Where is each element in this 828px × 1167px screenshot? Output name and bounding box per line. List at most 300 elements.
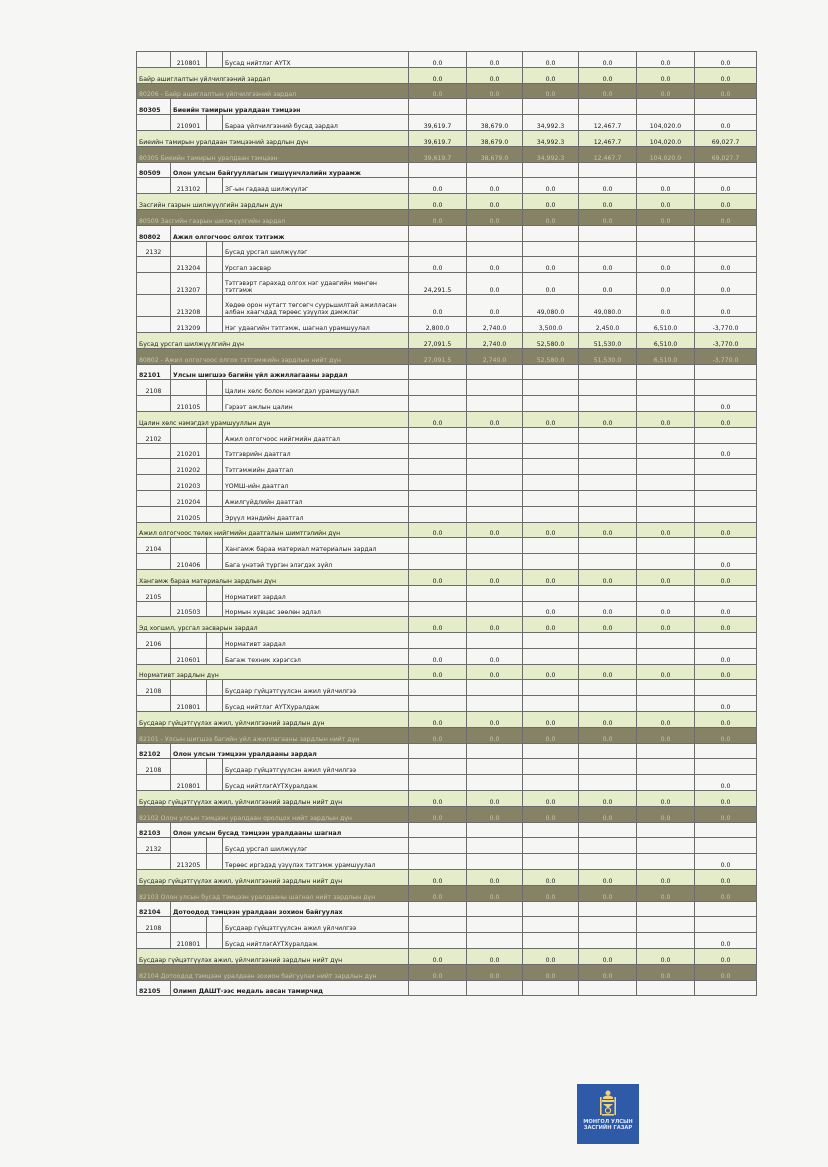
code-item: 210202 [171,459,207,475]
value-cell [637,427,695,443]
value-cell [409,396,467,412]
value-cell: 0.0 [637,209,695,225]
value-cell: 0.0 [523,209,579,225]
value-cell [467,980,523,996]
value-cell [523,854,579,870]
value-cell [579,633,637,649]
table-row [137,838,757,854]
value-cell [409,225,467,241]
code-group: 2102 [137,427,171,443]
code-extra [207,475,223,491]
code-group [137,854,171,870]
value-cell: 0.0 [467,964,523,980]
value-cell: 0.0 [579,885,637,901]
value-cell [637,554,695,570]
value-cell: 0.0 [523,273,579,295]
value-cell: 104,020.0 [637,115,695,131]
code-extra [207,696,223,712]
value-cell: 0.0 [409,178,467,194]
value-cell [523,933,579,949]
table-row [137,194,757,210]
value-cell [523,680,579,696]
value-cell [695,241,757,257]
total-label: 80509 Засгийн газрын шилжүүлгийн зардал [137,209,409,225]
item-label: Бусдаар гүйцэтгүүлсэн ажил үйлчилгээ [223,680,409,696]
value-cell [409,427,467,443]
value-cell [523,475,579,491]
subtotal-label: Биеийн тамирын уралдаан тэмцээний зардлын дүн [137,130,409,146]
value-cell [579,822,637,838]
value-cell: 0.0 [409,617,467,633]
value-cell [467,554,523,570]
value-cell [637,980,695,996]
table-row [137,130,757,146]
value-cell [523,917,579,933]
total-label: 80305 Биеийн тамирын уралдаан тэмцээн [137,146,409,162]
value-cell: 0.0 [523,964,579,980]
code-item [171,538,207,554]
value-cell: 0.0 [523,569,579,585]
value-cell [467,490,523,506]
table-row [137,569,757,585]
code-group [137,601,171,617]
table-row [137,743,757,759]
budget-table [136,51,757,996]
code-extra [207,115,223,131]
value-cell: 0.0 [467,522,523,538]
item-label: Цалин хөлс болон нэмэгдэл урамшуулал [223,380,409,396]
value-cell [467,225,523,241]
value-cell: 6,510.0 [637,317,695,333]
value-cell [409,99,467,115]
code-group: 2105 [137,585,171,601]
value-cell: 0.0 [695,194,757,210]
value-cell [409,980,467,996]
value-cell: 0.0 [579,949,637,965]
value-cell: 0.0 [579,791,637,807]
value-cell: 49,080.0 [579,295,637,317]
value-cell [523,585,579,601]
item-label: Ажилгүйдлийн даатгал [223,490,409,506]
value-cell [467,901,523,917]
value-cell [523,775,579,791]
item-label: Бага үнэтэй түргэн элэгдэх зүйл [223,554,409,570]
value-cell [637,585,695,601]
value-cell [579,759,637,775]
value-cell: 27,091.5 [409,348,467,364]
total-label: 80802 - Ажил олгогчоос олгох тэтгэмжийн зардлын нийт дүн [137,348,409,364]
subtotal-label: Бусдаар гүйцэтгүүлэх ажил, үйлчилгээний зардлын дүн [137,712,409,728]
value-cell: 0.0 [695,885,757,901]
code-group [137,475,171,491]
table-row [137,396,757,412]
value-cell [695,901,757,917]
value-cell: 0.0 [523,522,579,538]
code-item: 210801 [171,696,207,712]
value-cell [579,680,637,696]
value-cell [695,822,757,838]
value-cell [695,225,757,241]
value-cell: 0.0 [695,522,757,538]
value-cell: 0.0 [409,727,467,743]
value-cell: 0.0 [467,648,523,664]
value-cell [637,633,695,649]
table-row [137,901,757,917]
value-cell: 6,510.0 [637,348,695,364]
value-cell [637,459,695,475]
value-cell: 52,580.0 [523,332,579,348]
table-row [137,52,757,68]
code-item: 210201 [171,443,207,459]
value-cell: 0.0 [579,806,637,822]
table-row [137,554,757,570]
value-cell [409,380,467,396]
value-cell [467,917,523,933]
table-row [137,885,757,901]
value-cell: 0.0 [523,870,579,886]
code-item [171,427,207,443]
value-cell: 0.0 [637,83,695,99]
value-cell: 0.0 [695,791,757,807]
code-extra [207,273,223,295]
table-row [137,115,757,131]
value-cell [637,364,695,380]
code-item: 213102 [171,178,207,194]
table-row [137,225,757,241]
value-cell [637,443,695,459]
subtotal-label: Ажил олгогчоос төлөх нийгмийн даатгалын шимтгэлийн дүн [137,522,409,538]
value-cell [409,822,467,838]
value-cell: 0.0 [637,522,695,538]
table-row [137,680,757,696]
value-cell [637,162,695,178]
value-cell: 0.0 [523,67,579,83]
code-extra [207,178,223,194]
value-cell [637,696,695,712]
section-title: Олимп ДАШТ-ээс медаль авсан тамирчид [171,980,409,996]
value-cell [409,443,467,459]
value-cell: 0.0 [409,67,467,83]
section-code: 82102 [137,743,171,759]
value-cell: 0.0 [467,178,523,194]
table-row [137,648,757,664]
code-item: 213204 [171,257,207,273]
value-cell: 0.0 [637,52,695,68]
value-cell [467,854,523,870]
table-row [137,162,757,178]
subtotal-label: Хангамж бараа материалын зардлын дүн [137,569,409,585]
table-row [137,364,757,380]
value-cell: 69,027.7 [695,130,757,146]
subtotal-label: Бусдаар гүйцэтгүүлэх ажил, үйлчилгээний зардлын нийт дүн [137,949,409,965]
value-cell: 34,992.3 [523,146,579,162]
value-cell [409,901,467,917]
value-cell [409,854,467,870]
code-item [171,241,207,257]
table-row [137,664,757,680]
value-cell: 0.0 [523,885,579,901]
value-cell [579,980,637,996]
total-label: 82103 Олон улсын бусад тэмцээн уралдааны шагнал нийт зардлын дүн [137,885,409,901]
code-extra [207,601,223,617]
table-row [137,727,757,743]
value-cell: 0.0 [467,67,523,83]
value-cell: 0.0 [637,295,695,317]
value-cell: 0.0 [409,522,467,538]
table-row [137,146,757,162]
value-cell: 0.0 [467,83,523,99]
table-row [137,411,757,427]
value-cell: 0.0 [695,115,757,131]
table-row [137,822,757,838]
table-row [137,459,757,475]
value-cell [579,775,637,791]
value-cell: 0.0 [467,806,523,822]
value-cell: 0.0 [637,727,695,743]
item-label: Гэрээт ажлын цалин [223,396,409,412]
value-cell [409,364,467,380]
value-cell [523,162,579,178]
table-row [137,475,757,491]
item-label: Бусад урсгал шилжүүлэг [223,838,409,854]
value-cell: 0.0 [523,411,579,427]
value-cell [637,99,695,115]
code-extra [207,854,223,870]
value-cell: 0.0 [637,273,695,295]
item-label: Бусдаар гүйцэтгүүлсэн ажил үйлчилгээ [223,759,409,775]
value-cell: 104,020.0 [637,130,695,146]
value-cell: 0.0 [695,257,757,273]
value-cell: 0.0 [409,209,467,225]
value-cell: 0.0 [467,209,523,225]
total-label: 82101 - Улсын шигшээ багийн үйл ажиллагааны зардлын нийт дүн [137,727,409,743]
value-cell: 2,740.0 [467,332,523,348]
code-extra [207,257,223,273]
code-item [171,633,207,649]
subtotal-label: Засгийн газрын шилжүүлгийн зардлын дүн [137,194,409,210]
value-cell [467,443,523,459]
code-item: 213209 [171,317,207,333]
code-group: 2108 [137,380,171,396]
value-cell: 0.0 [695,52,757,68]
value-cell: 0.0 [579,601,637,617]
value-cell [579,917,637,933]
value-cell: 0.0 [637,949,695,965]
value-cell [579,554,637,570]
value-cell: 0.0 [579,273,637,295]
code-group: 2108 [137,680,171,696]
value-cell: 0.0 [467,257,523,273]
value-cell [523,443,579,459]
item-label: Бараа үйлчилгээний бусад зардал [223,115,409,131]
value-cell: 0.0 [695,648,757,664]
code-group: 2132 [137,241,171,257]
code-group [137,490,171,506]
table-row [137,759,757,775]
value-cell: 0.0 [637,67,695,83]
code-extra [207,427,223,443]
code-item [171,380,207,396]
table-row [137,917,757,933]
value-cell: 104,020.0 [637,146,695,162]
code-group: 2106 [137,633,171,649]
item-label: Багаж техник хэрэгсэл [223,648,409,664]
code-group [137,696,171,712]
table-row [137,317,757,333]
table-row [137,490,757,506]
value-cell [579,696,637,712]
value-cell: 0.0 [695,83,757,99]
value-cell [579,490,637,506]
code-extra [207,554,223,570]
code-group: 2132 [137,838,171,854]
item-label: Хангамж бараа материал материалын зардал [223,538,409,554]
value-cell [695,427,757,443]
value-cell [637,490,695,506]
value-cell: 0.0 [523,791,579,807]
value-cell: 2,450.0 [579,317,637,333]
value-cell: 0.0 [467,712,523,728]
value-cell [409,585,467,601]
value-cell [637,933,695,949]
value-cell [579,396,637,412]
value-cell [695,538,757,554]
code-extra [207,380,223,396]
value-cell [637,506,695,522]
code-group [137,52,171,68]
value-cell [409,475,467,491]
value-cell: 69,027.7 [695,146,757,162]
value-cell: 0.0 [637,664,695,680]
logo-text-line2: ЗАСГИЙН ГАЗАР [583,1125,633,1131]
code-extra [207,633,223,649]
value-cell: 51,530.0 [579,348,637,364]
value-cell: 0.0 [409,964,467,980]
value-cell: 0.0 [579,617,637,633]
table-row [137,775,757,791]
value-cell [579,585,637,601]
value-cell [467,633,523,649]
subtotal-label: Цалин хөлс нэмэгдэл урамшууллын дүн [137,411,409,427]
value-cell: 0.0 [637,712,695,728]
table-row [137,617,757,633]
value-cell: 0.0 [637,194,695,210]
code-extra [207,775,223,791]
item-label: Бусад урсгал шилжүүлэг [223,241,409,257]
value-cell [523,364,579,380]
code-extra [207,538,223,554]
code-group: 2108 [137,759,171,775]
value-cell [637,225,695,241]
value-cell: 49,080.0 [523,295,579,317]
value-cell [409,241,467,257]
table-row [137,178,757,194]
government-logo [577,1084,639,1144]
code-extra [207,459,223,475]
value-cell: 0.0 [695,443,757,459]
value-cell [695,980,757,996]
section-code: 82103 [137,822,171,838]
value-cell: 0.0 [409,791,467,807]
section-code: 82104 [137,901,171,917]
value-cell: 0.0 [409,411,467,427]
table-row [137,83,757,99]
code-extra [207,506,223,522]
value-cell: 0.0 [695,178,757,194]
value-cell: 0.0 [695,209,757,225]
value-cell: 0.0 [523,601,579,617]
value-cell: 0.0 [695,273,757,295]
value-cell: 0.0 [637,791,695,807]
value-cell: -3,770.0 [695,332,757,348]
code-group: 2104 [137,538,171,554]
value-cell [467,680,523,696]
total-label: 82104 Дотоодод тэмцээн уралдаан зохион байгуулах нийт зардлын дүн [137,964,409,980]
value-cell: 0.0 [579,194,637,210]
value-cell [579,854,637,870]
value-cell [637,775,695,791]
table-row [137,791,757,807]
value-cell: 0.0 [695,870,757,886]
value-cell [467,506,523,522]
code-group [137,295,171,317]
value-cell [579,99,637,115]
item-label: Бусад нийтлэг АҮТХ [223,52,409,68]
value-cell [637,901,695,917]
value-cell [637,380,695,396]
item-label: Нормын хувцас зөөлөн эдлэл [223,601,409,617]
code-item [171,759,207,775]
value-cell: 2,740.0 [467,317,523,333]
value-cell: 34,992.3 [523,130,579,146]
code-extra [207,443,223,459]
section-code: 80509 [137,162,171,178]
value-cell: -3,770.0 [695,348,757,364]
code-item [171,838,207,854]
value-cell [695,380,757,396]
value-cell: 0.0 [467,411,523,427]
code-group [137,459,171,475]
value-cell: 34,992.3 [523,115,579,131]
value-cell: 0.0 [637,411,695,427]
value-cell [409,554,467,570]
code-item: 210406 [171,554,207,570]
value-cell: 0.0 [695,727,757,743]
value-cell: 0.0 [579,209,637,225]
value-cell: 0.0 [467,569,523,585]
value-cell [523,980,579,996]
value-cell [523,822,579,838]
table-row [137,273,757,295]
value-cell: 0.0 [523,806,579,822]
code-extra [207,585,223,601]
value-cell: 0.0 [467,791,523,807]
value-cell [409,838,467,854]
value-cell [409,490,467,506]
table-row [137,522,757,538]
value-cell: 38,679.0 [467,115,523,131]
value-cell [409,775,467,791]
soyombo-emblem-icon [595,1089,621,1117]
value-cell: 0.0 [695,933,757,949]
table-row [137,538,757,554]
code-item [171,917,207,933]
value-cell [579,443,637,459]
value-cell: 27,091.5 [409,332,467,348]
value-cell: 0.0 [695,396,757,412]
value-cell [695,475,757,491]
value-cell: 0.0 [579,257,637,273]
